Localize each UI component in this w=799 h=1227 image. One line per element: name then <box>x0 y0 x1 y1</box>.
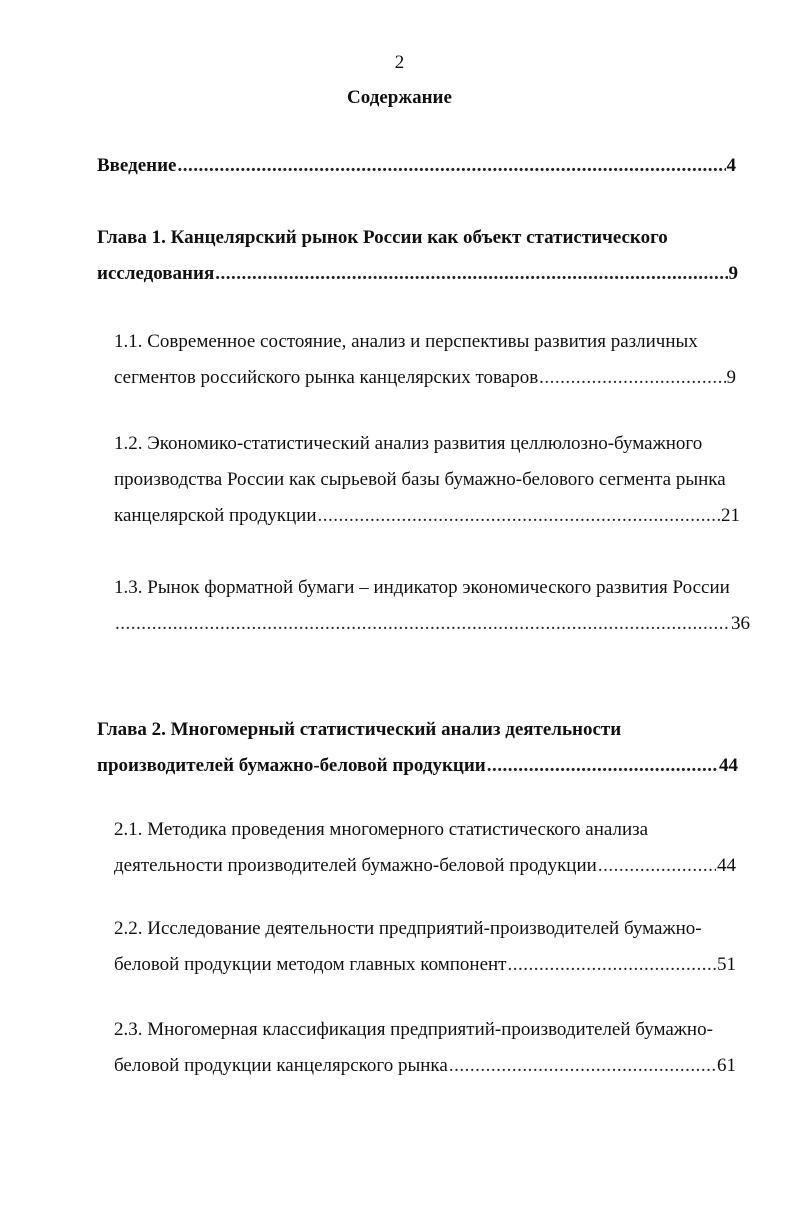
dot-leader <box>487 748 718 784</box>
toc-entry-text: беловой продукции методом главных компонент <box>114 954 507 975</box>
toc-entry-text: сегментов российского рынка канцелярских товаров <box>114 367 539 388</box>
toc-entry-text: 2.1. Методика проведения многомерного статистического анализа <box>114 819 649 840</box>
toc-entry-lead-line <box>114 1048 736 1084</box>
toc-entry-text: канцелярской продукции <box>114 505 317 526</box>
page-number: 2 <box>394 52 405 73</box>
toc-entry-text: 1.3. Рынок форматной бумаги – индикатор экономического развития России <box>114 577 730 598</box>
toc-entry-text: 1.2. Экономико-статистический анализ развития целлюлозно-бумажного <box>114 433 703 454</box>
toc-entry-text: производства России как сырьевой базы бумажно-белового сегмента рынка <box>114 469 726 490</box>
toc-entry-lead-line <box>114 848 736 884</box>
toc-entry-text: 1.1. Современное состояние, анализ и перспективы развития различных <box>114 331 698 352</box>
toc-entry-chapter-1[interactable] <box>97 220 738 292</box>
toc-page-number: 21 <box>721 505 740 526</box>
toc-entry-text: производителей бумажно-беловой продукции <box>97 755 486 776</box>
toc-entry-chapter-2[interactable] <box>97 712 738 784</box>
toc-page-number: 44 <box>719 755 738 776</box>
toc-entry-lead-line <box>97 748 738 784</box>
toc-entry-text: Глава 2. Многомерный статистический анализ деятельности <box>97 719 622 740</box>
dot-leader <box>449 1048 716 1084</box>
toc-entry-lead-line <box>114 947 736 983</box>
toc-entry-section-1-3[interactable] <box>114 570 750 642</box>
dot-leader <box>178 148 726 184</box>
toc-page-number: 9 <box>726 367 736 388</box>
toc-entry-text: 2.2. Исследование деятельности предприятий-производителей бумажно- <box>114 918 702 939</box>
toc-entry-text: исследования <box>97 263 215 284</box>
toc-page-number: 9 <box>728 263 738 284</box>
toc-entry-lead-line <box>114 360 736 396</box>
toc-entry-section-1-2[interactable] <box>114 426 740 534</box>
toc-page-number: 36 <box>731 613 750 634</box>
toc-page-number: 44 <box>717 855 736 876</box>
dot-leader <box>598 848 716 884</box>
toc-entry-lead-line <box>114 606 750 642</box>
dot-leader <box>115 606 730 642</box>
toc-entry-section-2-3[interactable] <box>114 1012 736 1084</box>
toc-entry-text: Введение <box>97 155 177 176</box>
toc-entry-text: беловой продукции канцелярского рынка <box>114 1055 448 1076</box>
toc-page-number: 4 <box>726 155 736 176</box>
toc-entry-section-1-1[interactable] <box>114 324 736 396</box>
dot-leader <box>539 360 725 396</box>
toc-page-number: 61 <box>717 1055 736 1076</box>
toc-entry-section-2-2[interactable] <box>114 911 736 983</box>
toc-entry-text: Глава 1. Канцелярский рынок России как объект статистического <box>97 227 668 248</box>
dot-leader <box>507 947 716 983</box>
toc-page-number: 51 <box>717 954 736 975</box>
toc-entry-lead-line <box>97 256 738 292</box>
toc-entry-section-2-1[interactable] <box>114 812 736 884</box>
dot-leader <box>318 498 720 534</box>
page-title: Содержание <box>347 87 452 108</box>
toc-entry-text: 2.3. Многомерная классификация предприятий-производителей бумажно- <box>114 1019 713 1040</box>
toc-entry-text: деятельности производителей бумажно-беловой продукции <box>114 855 597 876</box>
toc-entry-lead-line <box>114 498 740 534</box>
dot-leader <box>215 256 727 292</box>
toc-entry-lead-line <box>97 148 736 184</box>
toc-entry-introduction[interactable] <box>97 148 736 184</box>
